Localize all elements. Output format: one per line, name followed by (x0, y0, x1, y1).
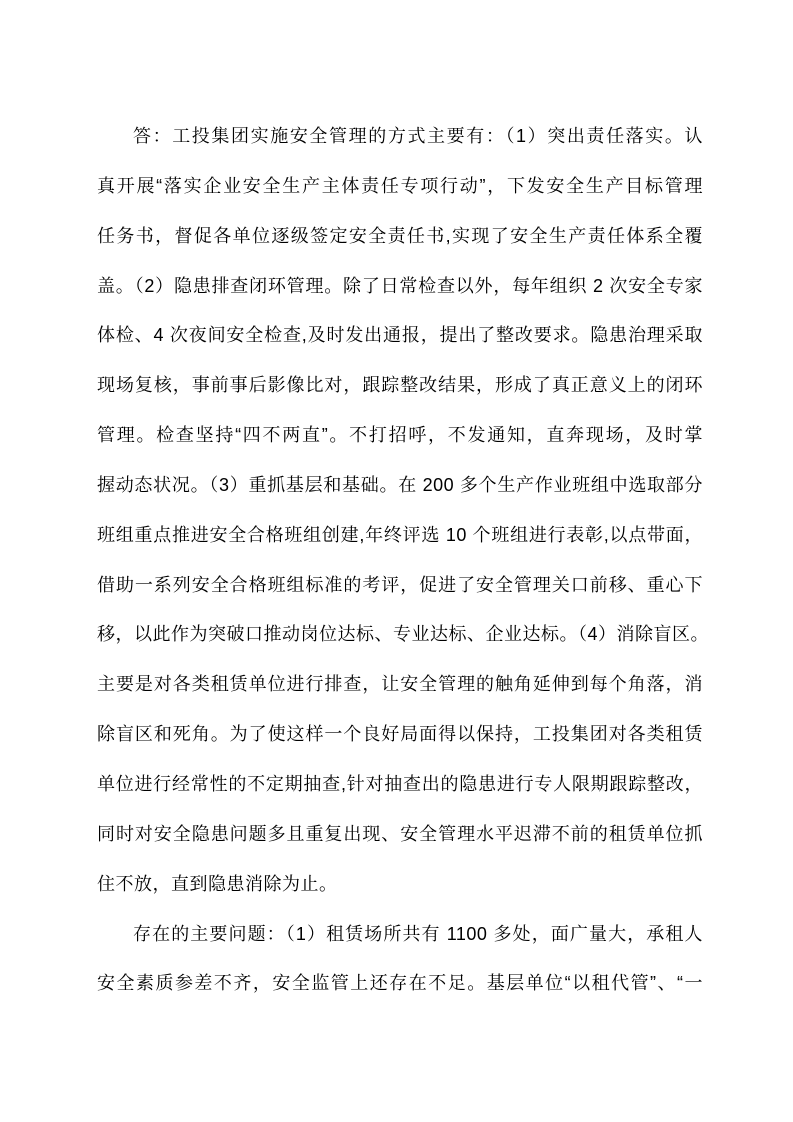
text-line: 移，以此作为突破口推动岗位达标、专业达标、企业达标。（4）消除盲区。 (97, 624, 710, 645)
text-line: 借助一系列安全合格班组标准的考评，促进了安全管理关口前移、重心下 (97, 574, 703, 595)
text-line: 现场复核，事前事后影像比对，跟踪整改结果，形成了真正意义上的闭环 (97, 375, 703, 396)
text-line: 主要是对各类租赁单位进行排查，让安全管理的触角延伸到每个角落，消 (97, 674, 703, 695)
text-line: 答：工投集团实施安全管理的方式主要有：（1）突出责任落实。认 (133, 126, 703, 146)
text-line: 盖。（2）隐患排查闭环管理。除了日常检查以外，每年组织 2 次安全专家 (97, 275, 703, 296)
text-line: 除盲区和死角。为了使这样一个良好局面得以保持，工投集团对各类租赁 (97, 724, 703, 745)
text-line: 同时对安全隐患问题多且重复出现、安全管理水平迟滞不前的租赁单位抓 (97, 823, 703, 844)
text-line: 住不放，直到隐患消除为止。 (97, 873, 338, 894)
text-line: 真开展“落实企业安全生产主体责任专项行动”，下发安全生产目标管理 (97, 175, 703, 196)
text-line: 管理。检查坚持“四不两直”。不打招呼，不发通知，直奔现场，及时掌 (97, 425, 703, 446)
text-line: 班组重点推进安全合格班组创建,年终评选 10 个班组进行表彰,以点带面， (97, 524, 703, 545)
text-line: 安全素质参差不齐，安全监管上还存在不足。基层单位“以租代管”、“一 (97, 973, 703, 994)
text-line: 握动态状况。（3）重抓基层和基础。在 200 多个生产作业班组中选取部分 (97, 474, 703, 495)
text-line: 单位进行经常性的不定期抽查,针对抽查出的隐患进行专人限期跟踪整改， (97, 773, 703, 794)
text-line: 任务书，督促各单位逐级签定安全责任书,实现了安全生产责任体系全覆 (97, 225, 703, 246)
text-line: 存在的主要问题：（1）租赁场所共有 1100 多处，面广量大，承租人 (133, 923, 703, 944)
document-text-block (97, 112, 710, 1009)
text-line: 体检、4 次夜间安全检查,及时发出通报，提出了整改要求。隐患治理采取 (97, 325, 703, 346)
